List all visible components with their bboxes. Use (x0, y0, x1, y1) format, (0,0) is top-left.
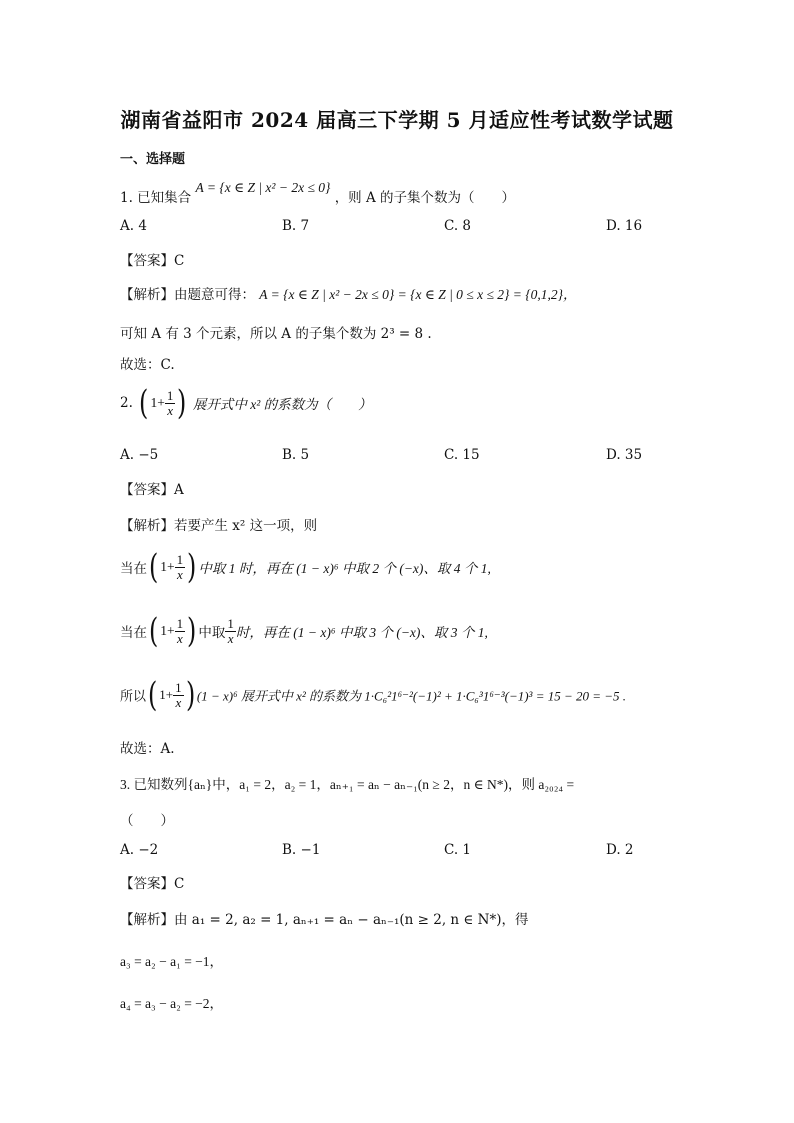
q3-option-b: B. −1 (282, 842, 321, 858)
q2-analysis-intro: 【解析】若要产生 x² 这一项，则 (120, 518, 318, 534)
q2-option-a: A. −5 (120, 447, 159, 463)
q3-step-2: a₄ = a₃ − a₂ = −2， (120, 996, 224, 1011)
question-2-number: 2. (120, 395, 133, 411)
q2-case-2-mid: 中取 (198, 625, 226, 641)
q2-case-2-text: 时，再在 (1 − x)⁶ 中取 3 个 (−x)、取 3 个 1, (235, 625, 488, 640)
q2-final-text: (1 − x)⁶ 展开式中 x² 的系数为 1·C₆²1⁶⁻²(−1)² + 1·C₆³1⁶⁻³(−1)³ = 15 − 20 = −5 . (196, 688, 627, 704)
q2-case-1-lead: 当在 (120, 561, 147, 577)
q2-case-2: 当在( 1+ $\frac{1}{x}$ ) 中取 $\frac{1}{x}$ 时，再在 (1 − x)⁶ 中取 3 个 (−x)、取 3 个 1, (120, 611, 488, 651)
q2-option-c: C. 15 (444, 447, 480, 463)
fraction-one-over-x: $\frac{1}{x}$ (227, 615, 234, 646)
q1-answer: 【答案】C (120, 253, 185, 269)
fraction-one-over-x: $\frac{1}{x}$ (176, 551, 184, 582)
question-2-suffix: 展开式中 x² 的系数为（ ） (192, 397, 372, 412)
fraction-one-over-x: $\frac{1}{x}$ (176, 615, 184, 646)
q2-option-b: B. 5 (282, 447, 310, 463)
q2-case-1-text: 中取 1 时，再在 (1 − x)⁶ 中取 2 个 (−x)、取 4 个 1, (198, 561, 491, 576)
fraction-one-over-x: $\frac{1}{x}$ (175, 679, 182, 710)
paren-left: ( (139, 383, 149, 423)
q3-answer: 【答案】C (120, 876, 185, 892)
paren-right: ) (185, 675, 195, 715)
q1-analysis-expression: A = {x ∈ Z | x² − 2x ≤ 0} = {x ∈ Z | 0 ≤ x ≤ 2} = {0,1,2}， (259, 287, 577, 302)
fraction-one-over-x: $\frac{1}{x}$ (166, 387, 174, 418)
q2-option-d: D. 35 (606, 447, 643, 463)
question-1-set: A = {x ∈ Z | x² − 2x ≤ 0} (195, 180, 331, 195)
q3-step-1: a₃ = a₂ − a₁ = −1， (120, 954, 224, 969)
paren-right: ) (187, 547, 197, 587)
q1-option-b: B. 7 (282, 218, 310, 234)
q2-case-2-lead: 当在 (120, 625, 147, 641)
question-1-stem (120, 180, 516, 206)
q1-analysis-line2: 可知 A 有 3 个元素，所以 A 的子集个数为 2³ = 8 . (120, 326, 432, 342)
q1-analysis-label: 【解析】由题意可得： (120, 287, 255, 303)
question-1-suffix: ，则 A 的子集个数为（ ） (334, 190, 516, 206)
q2-case-1: 当在( 1+ $\frac{1}{x}$ ) 中取 1 时，再在 (1 − x)⁶ 中取 2 个 (−x)、取 4 个 1, (120, 547, 491, 587)
page-title: 湖南省益阳市 2024 届高三下学期 5 月适应性考试数学试题 (120, 108, 674, 132)
q1-conclusion: 故选：C. (120, 357, 175, 373)
q3-analysis: 【解析】由 a₁ = 2, a₂ = 1, aₙ₊₁ = aₙ − aₙ₋₁(n ≥ 2, n ∈ N*)，得 (120, 912, 529, 928)
q3-option-c: C. 1 (444, 842, 472, 858)
question-2-stem: 2. ( 1+ $\frac{1}{x}$ ) 展开式中 x² 的系数为（ ） (120, 383, 372, 423)
q2-final-lead: 所以 (120, 689, 147, 705)
q2-conclusion: 故选：A. (120, 741, 175, 757)
q2-final: 所以( 1+ $\frac{1}{x}$ ) (1 − x)⁶ 展开式中 x² 的系数为 1·C₆²1⁶⁻²(−1)² + 1·C₆³1⁶⁻³(−1)³ = 15 − 20 = −5 . (120, 675, 627, 715)
question-1-prefix: 1. 已知集合 (120, 190, 192, 206)
q1-option-c: C. 8 (444, 218, 472, 234)
q3-option-d: D. 2 (606, 842, 634, 858)
paren-left: ( (148, 611, 159, 651)
q1-option-d: D. 16 (606, 218, 643, 234)
paren-left: ( (148, 675, 158, 715)
q3-blank: （ ） (120, 813, 174, 829)
q1-analysis (120, 283, 577, 303)
q1-option-a: A. 4 (120, 218, 147, 234)
paren-left: ( (148, 547, 159, 587)
section-heading: 一、选择题 (120, 152, 186, 167)
q3-option-a: A. −2 (120, 842, 159, 858)
paren-right: ) (187, 611, 197, 651)
paren-right: ) (177, 383, 187, 423)
q2-answer: 【答案】A (120, 482, 184, 498)
question-3-stem: 3. 已知数列{aₙ}中，a₁ = 2，a₂ = 1，aₙ₊₁ = aₙ − aₙ₋₁(n ≥ 2，n ∈ N*)，则 a₂₀₂₄ = (120, 777, 575, 792)
